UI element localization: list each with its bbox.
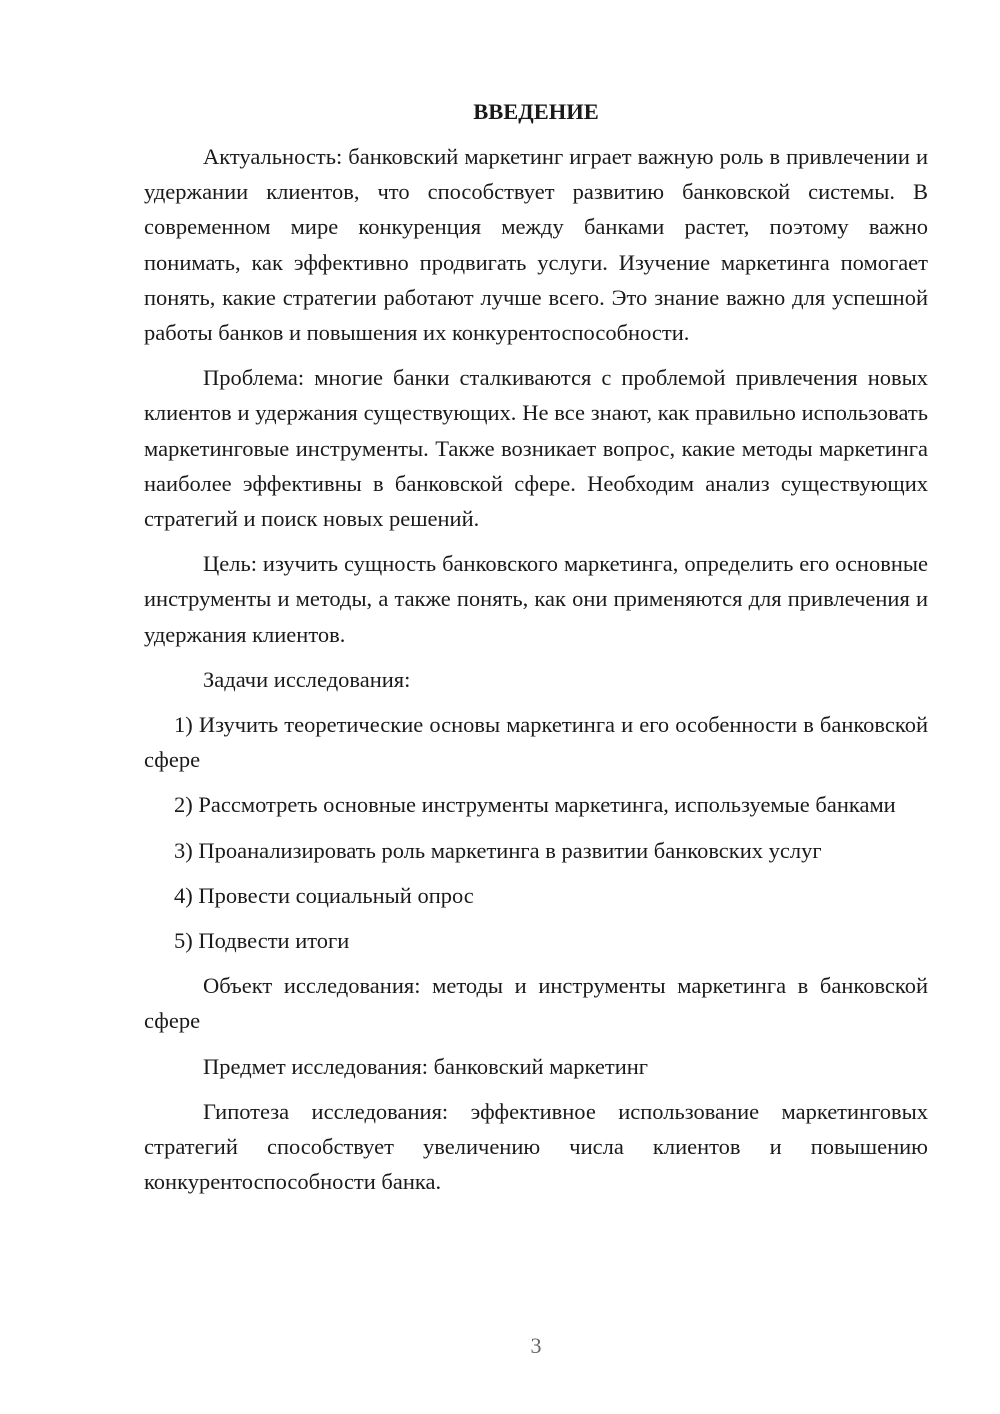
task-item-4: 4) Провести социальный опрос xyxy=(174,882,474,908)
task-item-5: 5) Подвести итоги xyxy=(174,928,350,954)
paragraph-object: Объект исследования: методы и инструменты маркетинга в банковской сфере xyxy=(144,973,928,1034)
paragraph-problem: Проблема: многие банки сталкиваются с проблемой привлечения новых клиентов и удержания существующих. Не все знают, как правильно использовать маркетинговые инструменты. Также возникает вопрос, какие методы маркетинга наиболее эффективны в банковской сфере. Необходим анализ существующих стратегий и поиск новых решений. xyxy=(144,365,928,532)
task-item-2: 2) Рассмотреть основные инструменты маркетинга, используемые банками xyxy=(174,792,896,818)
tasks-heading: Задачи исследования: xyxy=(203,666,411,692)
paragraph-relevance: Актуальность: банковский маркетинг играет важную роль в привлечении и удержании клиентов, что способствует развитию банковской системы. В современном мире конкуренция между банками растет, поэтому важно понимать, как эффективно продвигать услуги. Изучение маркетинга помогает понять, какие стратегии работают лучше всего. Это знание важно для успешной работы банков и повышения их конкурентоспособности. xyxy=(144,144,928,346)
task-item-3: 3) Проанализировать роль маркетинга в развитии банковских услуг xyxy=(174,837,822,863)
paragraph-hypothesis: Гипотеза исследования: эффективное использование маркетинговых стратегий способствует увеличению числа клиентов и повышению конкурентоспособности банка. xyxy=(144,1098,928,1195)
paragraph-goal: Цель: изучить сущность банковского маркетинга, определить его основные инструменты и методы, а также понять, как они применяются для привлечения и удержания клиентов. xyxy=(144,551,928,647)
task-item-1: 1) Изучить теоретические основы маркетинга и его особенности в банковской сфере xyxy=(144,712,928,773)
paragraph-subject: Предмет исследования: банковский маркетинг xyxy=(203,1053,649,1079)
page-number: 3 xyxy=(530,1333,542,1358)
page-title: ВВЕДЕНИЕ xyxy=(473,99,599,124)
page-content xyxy=(144,94,928,1209)
